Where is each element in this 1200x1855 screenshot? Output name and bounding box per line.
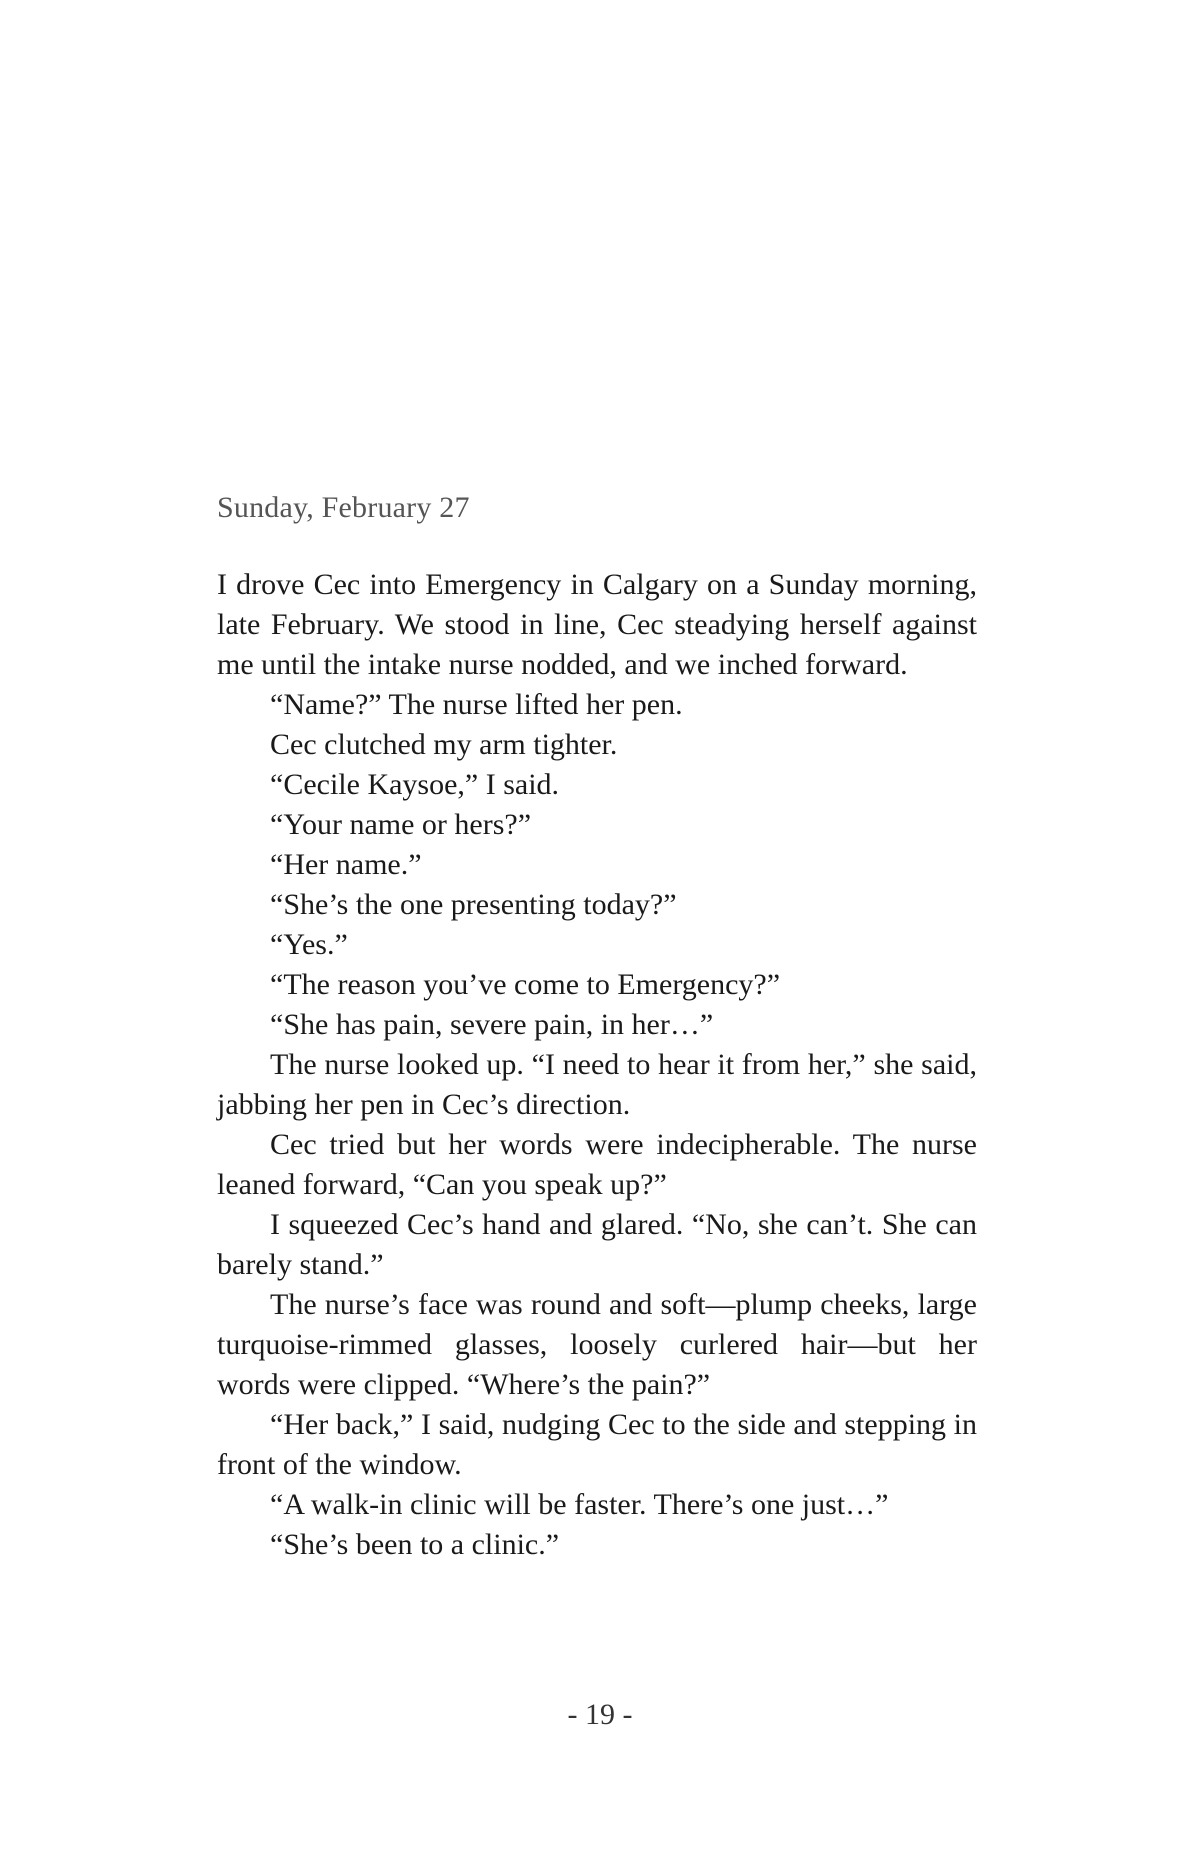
paragraph: The nurse looked up. “I need to hear it from her,” she said, jabbing her pen in Cec’s direction.: [217, 1048, 977, 1121]
paragraph: “A walk-in clinic will be faster. There’s one just…”: [270, 1488, 889, 1521]
paragraph: “Yes.”: [270, 928, 348, 961]
paragraph: I squeezed Cec’s hand and glared. “No, she can’t. She can barely stand.”: [217, 1208, 977, 1281]
paragraph: “She’s the one presenting today?”: [270, 888, 677, 921]
paragraph: “The reason you’ve come to Emergency?”: [270, 968, 781, 1001]
paragraph: “She has pain, severe pain, in her…”: [270, 1008, 714, 1041]
paragraph: “Her name.”: [270, 848, 422, 881]
date-heading: Sunday, February 27: [217, 491, 470, 524]
paragraph: “Your name or hers?”: [270, 808, 532, 841]
paragraph: Cec clutched my arm tighter.: [270, 728, 618, 761]
paragraph: I drove Cec into Emergency in Calgary on a Sunday morning, late February. We stood in line, Cec steadying herself against me until the intake nurse nodded, and we inched forward.: [217, 568, 977, 681]
paragraph: Cec tried but her words were indecipherable. The nurse leaned forward, “Can you speak up?”: [217, 1128, 977, 1201]
paragraph: “She’s been to a clinic.”: [270, 1528, 560, 1561]
body-text: [217, 565, 977, 1565]
paragraph: The nurse’s face was round and soft—plump cheeks, large turquoise-rimmed glasses, loosely curlered hair—but her words were clipped. “Where’s the pain?”: [217, 1288, 977, 1401]
paragraph: “Her back,” I said, nudging Cec to the side and stepping in front of the window.: [217, 1408, 977, 1481]
page-number: - 19 -: [567, 1698, 633, 1731]
paragraph: “Cecile Kaysoe,” I said.: [270, 768, 560, 801]
paragraph: “Name?” The nurse lifted her pen.: [270, 688, 683, 721]
